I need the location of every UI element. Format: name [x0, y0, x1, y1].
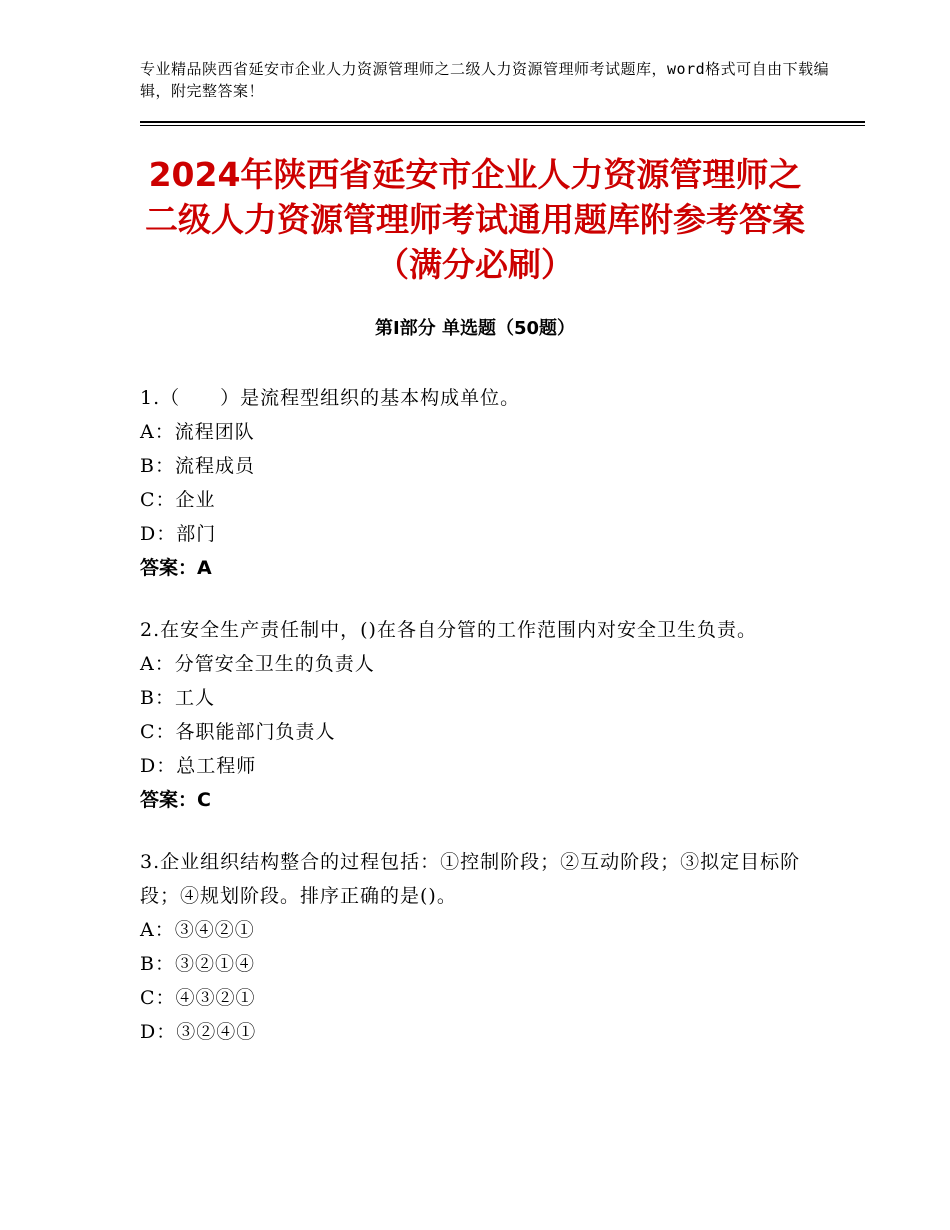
option-b: B：流程成员 [140, 455, 255, 477]
option-d: D：总工程师 [140, 755, 257, 777]
question-stem: 2.在安全生产责任制中，()在各自分管的工作范围内对安全卫生负责。 [140, 619, 757, 641]
option-a: A：流程团队 [140, 421, 255, 443]
option-d: D：部门 [140, 523, 217, 545]
question-stem: 3.企业组织结构整合的过程包括：①控制阶段；②互动阶段；③拟定目标阶段；④规划阶段。排序正确的是()。 [140, 851, 801, 907]
option-d: D：③②④① [140, 1021, 257, 1043]
question-3 [140, 845, 820, 1049]
option-c: C：企业 [140, 489, 216, 511]
option-c: C：各职能部门负责人 [140, 721, 336, 743]
document-title: 2024年陕西省延安市企业人力资源管理师之二级人力资源管理师考试通用题库附参考答案（满分必刷） [145, 155, 805, 284]
question-stem: 1.（ ）是流程型组织的基本构成单位。 [140, 387, 521, 409]
question-2 [140, 613, 820, 817]
question-list [140, 381, 820, 1077]
question-1 [140, 381, 820, 585]
option-c: C：④③②① [140, 987, 256, 1009]
section-heading: 第Ⅰ部分 单选题（50题） [374, 318, 575, 339]
header-note: 专业精品陕西省延安市企业人力资源管理师之二级人力资源管理师考试题库，word格式可自由下载编辑，附完整答案！ [140, 60, 830, 100]
header-divider-thin [140, 125, 865, 126]
answer-label: 答案：A [140, 557, 212, 579]
answer-label: 答案：C [140, 789, 211, 811]
option-b: B：③②①④ [140, 953, 255, 975]
option-b: B：工人 [140, 687, 215, 709]
option-a: A：分管安全卫生的负责人 [140, 653, 375, 675]
header-divider [140, 121, 865, 123]
option-a: A：③④②① [140, 919, 255, 941]
